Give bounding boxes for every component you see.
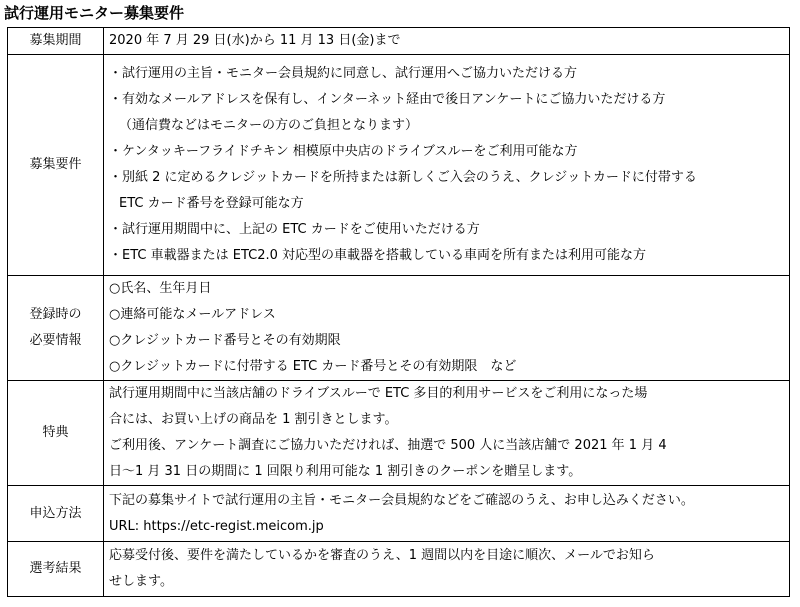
content-line: ・有効なメールアドレスを保有し、インターネット経由で後日アンケートにご協力いただける方: [109, 92, 666, 107]
table-row-application: [8, 486, 790, 542]
row-content: [104, 381, 790, 486]
row-content: [104, 276, 790, 381]
content-line: 応募受付後、要件を満たしているかを審査のうえ、1 週間以内を目途に順次、メールでお知ら: [109, 548, 655, 563]
content-line: ○連絡可能なメールアドレス: [109, 307, 276, 322]
table-row-required-info: [8, 276, 790, 381]
row-label: 登録時の 必要情報: [8, 276, 104, 381]
content-line: 下記の募集サイトで試行運用の主旨・モニター会員規約などをご確認のうえ、お申し込みください。: [109, 492, 694, 508]
content-line: ・ETC 車載器または ETC2.0 対応型の車載器を搭載している車両を所有または利用可能な方: [109, 248, 647, 263]
content-line: 合には、お買い上げの商品を 1 割引きとします。: [109, 412, 398, 427]
row-label: 募集期間: [8, 28, 104, 55]
table-row-benefits: [8, 381, 790, 486]
content-line: （通信費などはモニターの方のご負担となります）: [119, 118, 419, 133]
table-row-period: [8, 28, 790, 55]
row-label: 特典: [8, 381, 104, 486]
row-content: [104, 542, 790, 597]
content-line: 試行運用期間中に当該店舗のドライブスルーで ETC 多目的利用サービスをご利用になった場: [109, 386, 648, 401]
document-title: 試行運用モニター募集要件: [4, 4, 185, 22]
content-line: ○クレジットカードに付帯する ETC カード番号とその有効期限 など: [109, 359, 517, 374]
content-line: ご利用後、アンケート調査にご協力いただければ、抽選で 500 人に当該店舗で 2021 年 1 月 4: [109, 438, 667, 453]
requirements-table: [7, 27, 790, 597]
content-line: せします。: [109, 574, 173, 589]
content-line: ・試行運用期間中に、上記の ETC カードをご使用いただける方: [109, 222, 480, 237]
table-row-requirements: [8, 55, 790, 276]
row-content: [104, 28, 790, 55]
table-row-selection: [8, 542, 790, 597]
content-line: ETC カード番号を登録可能な方: [119, 196, 304, 211]
row-label: 選考結果: [8, 542, 104, 597]
row-content: [104, 486, 790, 542]
row-label: 申込方法: [8, 486, 104, 542]
content-line: 日～1 月 31 日の期間に 1 回限り利用可能な 1 割引きのクーポンを贈呈します。: [109, 464, 582, 479]
row-content: [104, 55, 790, 276]
url-line: URL: https://etc-regist.meicom.jp: [109, 518, 324, 534]
content-line: ○クレジットカード番号とその有効期限: [109, 333, 341, 348]
content-line: ・ケンタッキーフライドチキン 相模原中央店のドライブスルーをご利用可能な方: [109, 144, 578, 159]
content-line: ・試行運用の主旨・モニター会員規約に同意し、試行運用へご協力いただける方: [109, 66, 578, 81]
row-label: 募集要件: [8, 55, 104, 276]
content-line: ・別紙 2 に定めるクレジットカードを所持または新しくご入会のうえ、クレジットカードに付帯する: [109, 170, 697, 185]
content-line: 2020 年 7 月 29 日(水)から 11 月 13 日(金)まで: [109, 33, 401, 48]
content-line: ○氏名、生年月日: [109, 281, 212, 296]
